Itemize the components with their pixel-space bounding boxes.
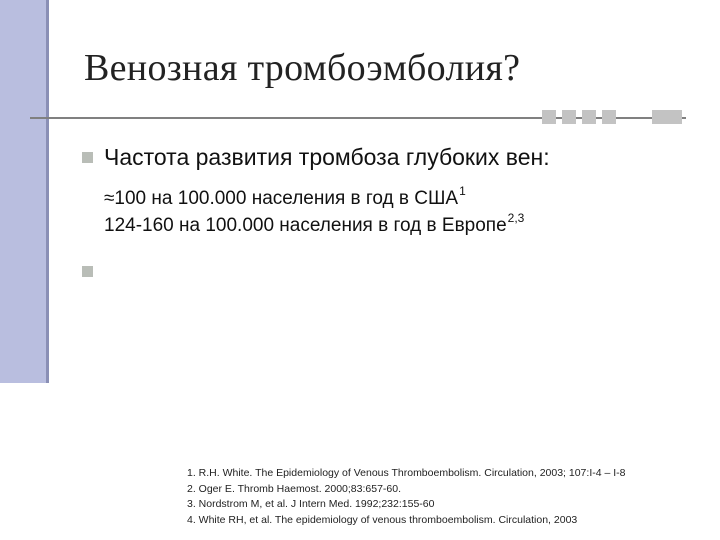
sub-point-text: ≈100 на 100.000 населения в год в США xyxy=(104,188,459,209)
reference-item: 3. Nordstrom M, et al. J Intern Med. 1992;232:155-60 xyxy=(187,498,435,510)
empty-bullet-square-icon xyxy=(82,266,93,277)
decor-square xyxy=(582,110,596,124)
sub-point-text: 124-160 на 100.000 населения в год в Европе xyxy=(104,215,507,236)
citation-marker: 1 xyxy=(459,184,466,198)
left-accent-bar-shadow xyxy=(46,0,49,383)
bullet-square-icon xyxy=(82,152,93,163)
sub-point-usa xyxy=(104,184,466,210)
references-list xyxy=(187,466,626,528)
left-accent-bar xyxy=(0,0,46,383)
reference-item: 4. White RH, et al. The epidemiology of venous thromboembolism. Circulation, 2003 xyxy=(187,513,578,526)
decor-square xyxy=(542,110,556,124)
reference-item: 2. Oger E. Thromb Haemost. 2000;83:657-60. xyxy=(187,482,402,495)
decor-square xyxy=(652,110,682,124)
sub-point-europe xyxy=(104,211,524,237)
citation-marker: 2,3 xyxy=(507,211,525,225)
bullet-text: Частота развития тромбоза глубоких вен: xyxy=(104,144,550,170)
slide-title: Венозная тромбоэмболия? xyxy=(84,47,521,89)
decor-square xyxy=(562,110,576,124)
reference-item: 1. R.H. White. The Epidemiology of Venous Thromboembolism. Circulation, 2003; 107:I-4 – I-8 xyxy=(187,467,626,479)
decor-square xyxy=(602,110,616,124)
